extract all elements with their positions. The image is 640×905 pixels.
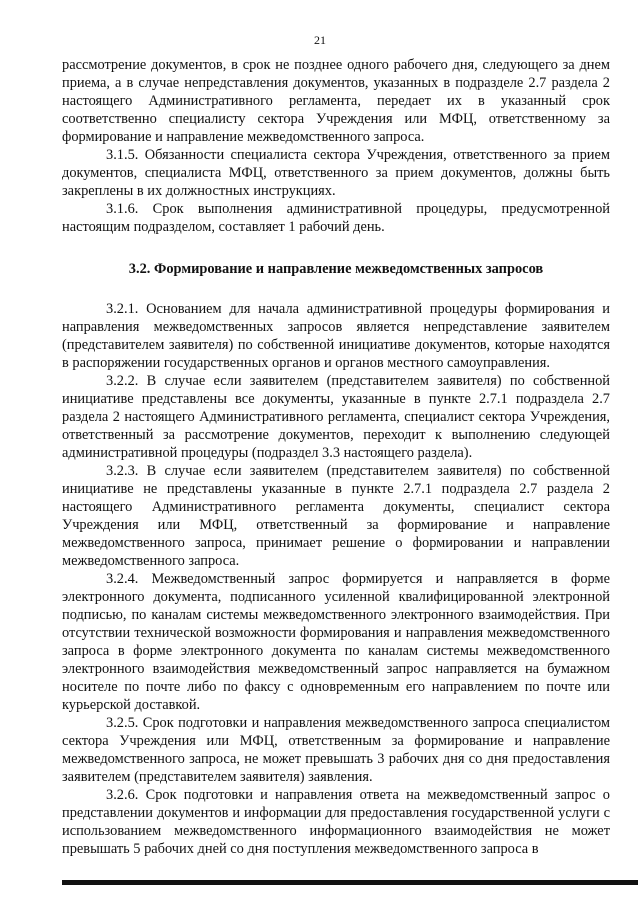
- paragraph-3-2-3: 3.2.3. В случае если заявителем (представителем заявителя) по собственной инициативе не представлены указанные в пункте 2.7.1 подраздела 2.7 раздела 2 настоящего Административного регламента документы, специалист сектора Учреждения или МФЦ, ответственный за формирование и направление межведомственного запроса, принимает решение о формировании и направлении межведомственного запроса.: [62, 463, 610, 569]
- paragraph-3-2-6: 3.2.6. Срок подготовки и направления ответа на межведомственный запрос о представлении документов и информации для предоставления государственной услуги с использованием межведомственного информационного взаимодействия не может превышать 5 рабочих дней со дня поступления межведомственного запроса в: [62, 787, 610, 857]
- paragraph-3-1-6: 3.1.6. Срок выполнения административной процедуры, предусмотренной настоящим подразделом, составляет 1 рабочий день.: [62, 201, 610, 235]
- bottom-rule: [62, 880, 638, 885]
- page-content: [62, 56, 610, 858]
- page-number: 21: [314, 33, 326, 47]
- paragraph-3-2-2: 3.2.2. В случае если заявителем (представителем заявителя) по собственной инициативе представлены все документы, указанные в пункте 2.7.1 подраздела 2.7 раздела 2 настоящего Административного регламента, специалист сектора Учреждения, ответственный за рассмотрение документов, переходит к выполнению следующей административной процедуры (подраздел 3.3 настоящего раздела).: [62, 373, 610, 461]
- paragraph-3-2-5: 3.2.5. Срок подготовки и направления межведомственного запроса специалистом сектора Учреждения или МФЦ, ответственным за формирование и направление межведомственного запроса, не может превышать 3 рабочих дня со дня предоставления заявителем (представителем заявителя) заявления.: [62, 715, 610, 785]
- section-heading-3-2: 3.2. Формирование и направление межведомственных запросов: [128, 261, 544, 277]
- paragraph-3-2-1: 3.2.1. Основанием для начала административной процедуры формирования и направления межведомственных запросов является непредставление заявителем (представителем заявителя) по собственной инициативе документов, которые находятся в распоряжении государственных органов и органов местного самоуправления.: [62, 301, 610, 371]
- paragraph-continuation: рассмотрение документов, в срок не позднее одного рабочего дня, следующего за днем приема, а в случае непредставления документов, указанных в подразделе 2.7 раздела 2 настоящего Административного регламента, передает их в указанный срок соответственно специалисту сектора Учреждения или МФЦ, ответственному за формирование и направление межведомственного запроса.: [62, 57, 610, 145]
- paragraph-3-1-5: 3.1.5. Обязанности специалиста сектора Учреждения, ответственного за прием документов, специалиста МФЦ, ответственного за прием документов, должны быть закреплены в их должностных инструкциях.: [62, 147, 610, 199]
- paragraph-3-2-4: 3.2.4. Межведомственный запрос формируется и направляется в форме электронного документа, подписанного усиленной квалифицированной электронной подписью, по каналам системы межведомственного электронного взаимодействия. При отсутствии технической возможности формирования и направления межведомственного запроса в форме электронного документа по каналам системы межведомственного электронного взаимодействия межведомственный запрос направляется на бумажном носителе по почте либо по факсу с одновременным его направлением по почте или курьерской доставкой.: [62, 571, 610, 713]
